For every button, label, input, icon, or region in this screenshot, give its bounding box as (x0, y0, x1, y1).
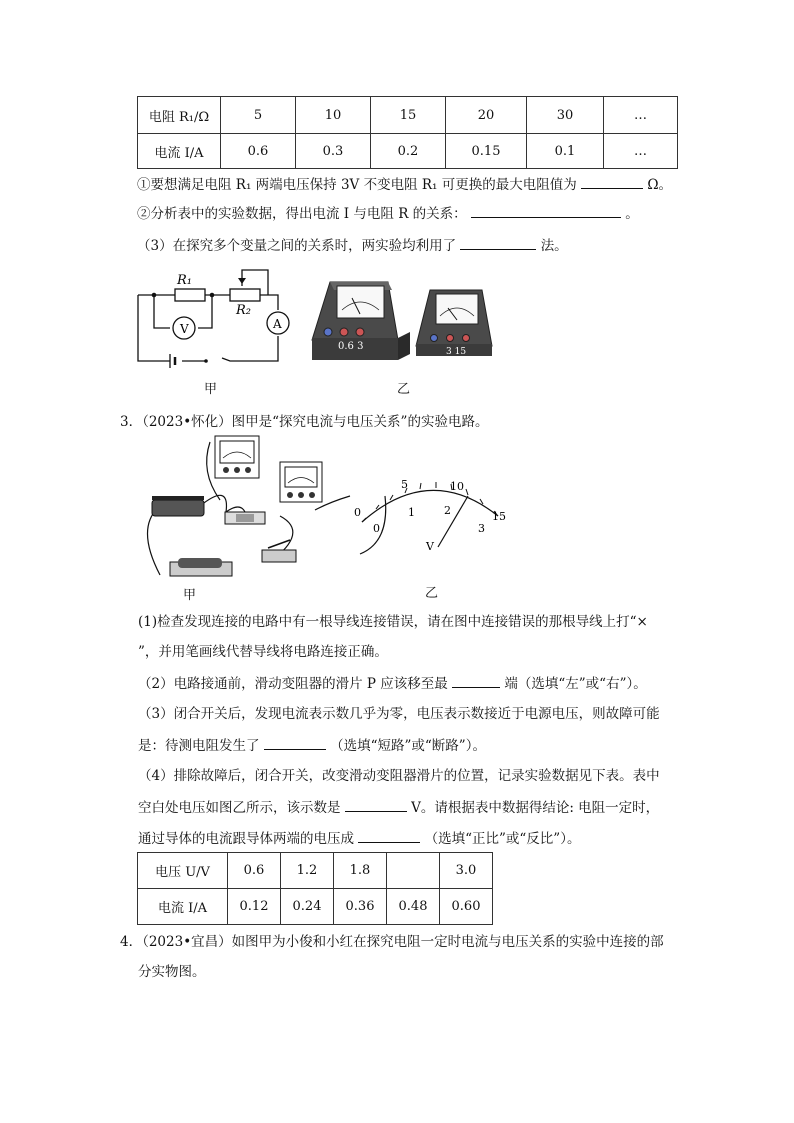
ammeter-device (312, 282, 410, 360)
dial-inner-label: 0 (373, 522, 380, 535)
label-r1: R₁ (177, 273, 192, 288)
label-r2: R₂ (236, 303, 251, 318)
table-cell: 1.8 (334, 853, 387, 889)
circuit-figure-2 (130, 432, 530, 582)
table-cell: 15 (371, 97, 446, 134)
dial-outer-label: 15 (492, 510, 506, 523)
q3-part4-line3: 通过导体的电流跟导体两端的电压成 （选填“正比”或“反比”）。 (138, 828, 580, 849)
table-cell: 30 (527, 97, 604, 134)
resistance-current-table (137, 96, 678, 169)
voltmeter-terminal-labels: 3 15 (446, 347, 467, 357)
figure-caption: 乙 (425, 586, 439, 601)
ammeter-terminal-labels: 0.6 3 (338, 341, 364, 352)
dial-outer-label: 5 (401, 478, 408, 491)
rheostat-device (152, 496, 204, 516)
q3-part4-line2: 空白处电压如图乙所示，该示数是 V。请根据表中数据得结论: 电阻一定时， (138, 797, 659, 818)
table-cell: 电压 U/V (138, 853, 228, 889)
rheostat-r2 (230, 289, 260, 301)
circuit-figure-1 (130, 262, 500, 382)
table-cell: 0.48 (387, 889, 440, 925)
table-cell: 0.36 (334, 889, 387, 925)
dial-inner-label: 2 (444, 504, 451, 517)
figure-caption: 甲 (183, 588, 197, 603)
voltmeter-device (416, 290, 492, 357)
resistor-device (225, 512, 265, 524)
circuit-diagram (138, 270, 278, 361)
q3-part3-line2: 是：待测电阻发生了 （选填“短路”或“断路”）。 (138, 735, 486, 756)
table-cell: 5 (221, 97, 296, 134)
table-cell: 3.0 (440, 853, 493, 889)
label-v: V (180, 322, 189, 336)
answer-blank[interactable] (460, 235, 536, 250)
q3-part4-line1: （4）排除故障后，闭合开关，改变滑动变阻器滑片的位置，记录实验数据见下表。表中 (138, 768, 660, 784)
table-cell: 电流 I/A (138, 134, 221, 169)
dial-needle (438, 496, 468, 547)
table-cell: 0.6 (228, 853, 281, 889)
slider-arrow-icon (238, 278, 246, 284)
figure-caption: 甲 (204, 382, 218, 397)
dial-inner-label: 1 (408, 506, 415, 519)
switch-icon (204, 359, 208, 363)
table-cell: 电阻 R₁/Ω (138, 97, 221, 134)
table-cell: 20 (446, 97, 527, 134)
q3-part3-line1: （3）闭合开关后，发现电流表示数几乎为零，电压表示数接近于电源电压，则故障可能 (138, 706, 660, 722)
question-4-line2: 分实物图。 (138, 964, 206, 980)
dial-outer-label: 0 (354, 506, 361, 519)
table-cell: 0.60 (440, 889, 493, 925)
q2-item3: （3）在探究多个变量之间的关系时，两实验均利用了 法。 (137, 235, 568, 256)
q2-item1: ①要想满足电阻 R₁ 两端电压保持 3V 不变电阻 R₁ 可更换的最大电阻值为 Ω。 (137, 174, 672, 195)
q2-item2: ②分析表中的实验数据，得出电流 I 与电阻 R 的关系： 。 (137, 203, 639, 224)
label-a: A (273, 317, 282, 331)
dial-unit: V (426, 540, 434, 553)
table-cell: 0.12 (228, 889, 281, 925)
q3-part1-line2: ”，并用笔画线代替导线将电路连接正确。 (138, 644, 388, 660)
resistor-r1 (175, 289, 205, 301)
answer-blank[interactable] (471, 203, 621, 218)
table-cell: 电流 I/A (138, 889, 228, 925)
battery-holder (170, 558, 232, 576)
ammeter-device (280, 462, 322, 502)
dial-inner-label: 3 (478, 522, 485, 535)
table-cell: 10 (296, 97, 371, 134)
q3-part2: （2）电路接通前，滑动变阻器的滑片 P 应该移至最 端（选填“左”或“右”）。 (138, 673, 647, 694)
table-cell: … (604, 134, 678, 169)
table-cell: 0.2 (371, 134, 446, 169)
table-cell: 0.6 (221, 134, 296, 169)
answer-blank[interactable] (358, 828, 420, 843)
switch-device (262, 540, 296, 562)
table-cell: … (604, 97, 678, 134)
figure-caption: 乙 (397, 382, 411, 397)
table-cell: 0.24 (281, 889, 334, 925)
table-cell: 1.2 (281, 853, 334, 889)
q3-part1-line1: (1)检查发现连接的电路中有一根导线连接错误，请在图中连接错误的那根导线上打“× (138, 614, 648, 630)
answer-blank[interactable] (581, 174, 643, 189)
table-cell: 0.15 (446, 134, 527, 169)
voltmeter-device (215, 436, 259, 478)
table-cell: 0.3 (296, 134, 371, 169)
table-cell: 0.1 (527, 134, 604, 169)
question-4-line1: 4．（2023•宜昌）如图甲为小俊和小红在探究电阻一定时电流与电压关系的实验中连接的部 (120, 934, 664, 950)
dial-outer-label: 10 (450, 480, 464, 493)
voltage-current-table (137, 852, 493, 925)
question-3-heading: 3．（2023•怀化）图甲是“探究电流与电压关系”的实验电路。 (120, 414, 489, 430)
answer-blank[interactable] (345, 797, 407, 812)
answer-blank[interactable] (264, 735, 326, 750)
answer-blank[interactable] (452, 673, 500, 688)
table-cell (387, 853, 440, 889)
